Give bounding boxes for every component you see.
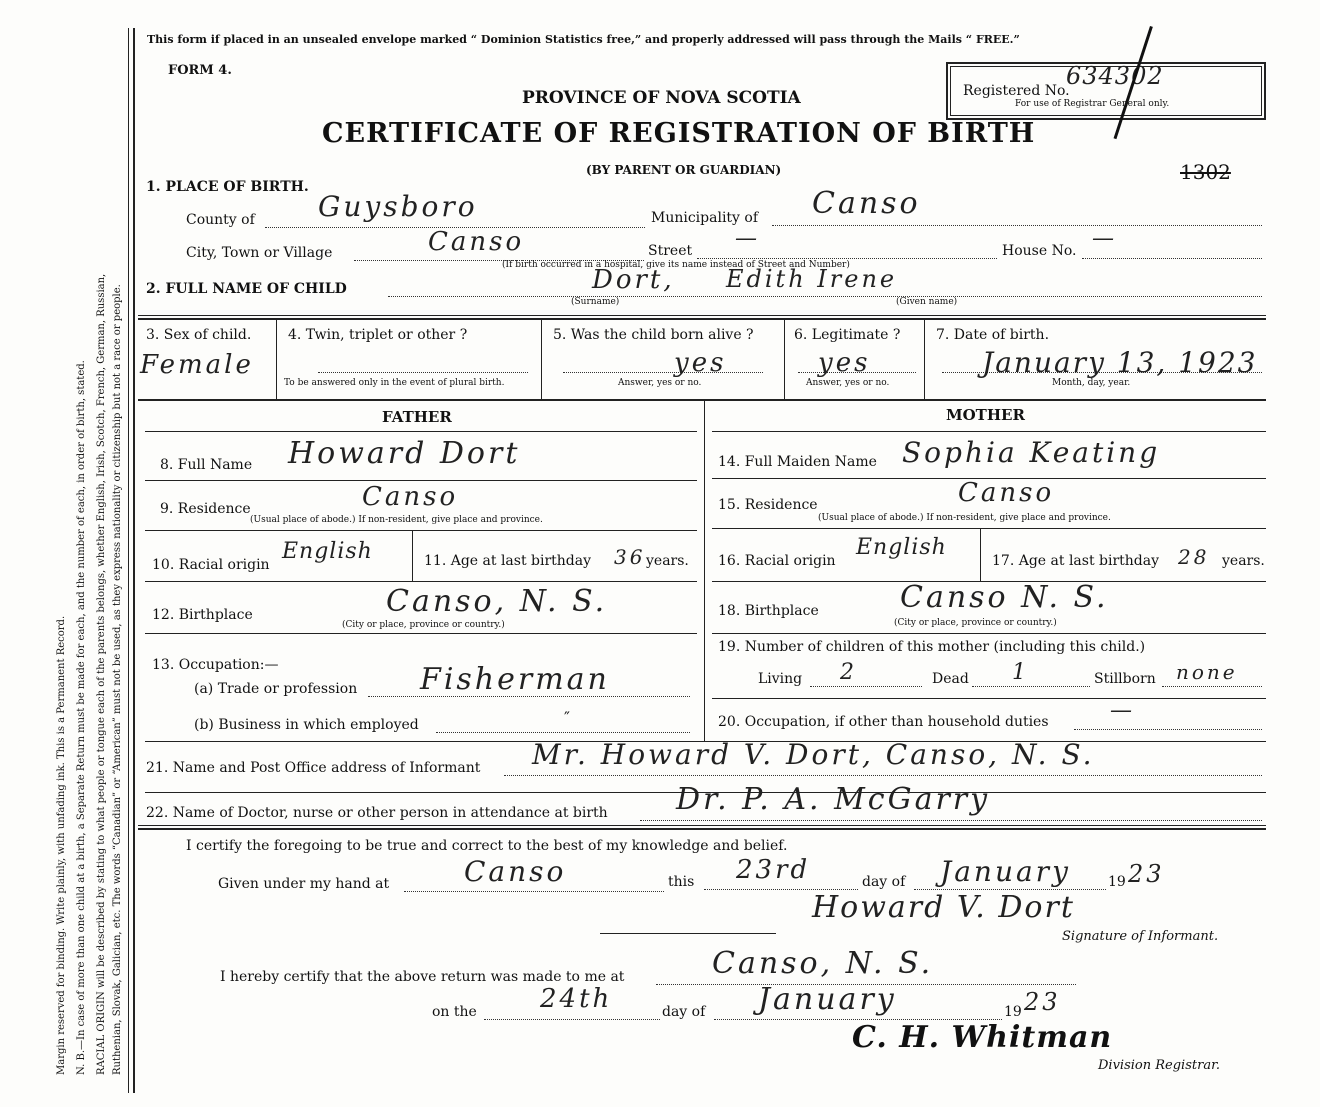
mother-birthplace-value: Canso N. S. xyxy=(900,580,1109,615)
mother-occupation-label: 20. Occupation, if other than household duties xyxy=(718,714,1049,730)
dob-note: Month, day, year. xyxy=(1052,378,1131,388)
twin-label: 4. Twin, triplet or other ? xyxy=(288,327,468,343)
twin-note: To be answered only in the event of plural birth. xyxy=(284,378,505,388)
trade-value: Fisherman xyxy=(420,662,610,697)
informant-value: Mr. Howard V. Dort, Canso, N. S. xyxy=(532,738,1095,771)
mother-age-label: 17. Age at last birthday xyxy=(992,553,1160,569)
informant-label: 21. Name and Post Office address of Informant xyxy=(146,760,481,776)
registrar-text: I hereby certify that the above return was made to me at xyxy=(220,969,625,985)
mother-name-value: Sophia Keating xyxy=(902,436,1161,469)
mother-age-value: 28 xyxy=(1178,545,1210,569)
page-title: CERTIFICATE OF REGISTRATION OF BIRTH xyxy=(322,118,1036,149)
street-value: — xyxy=(735,226,760,251)
province-heading: PROVINCE OF NOVA SCOTIA xyxy=(522,88,801,108)
given-caption: (Given name) xyxy=(896,297,958,307)
form-number: FORM 4. xyxy=(168,63,232,78)
legit-label: 6. Legitimate ? xyxy=(794,327,901,343)
trade-label: (a) Trade or profession xyxy=(194,681,358,697)
father-heading: FATHER xyxy=(382,408,452,426)
father-occupation-label: 13. Occupation:— xyxy=(152,657,279,673)
father-birthplace-note: (City or place, province or country.) xyxy=(342,620,505,630)
signature-caption: Signature of Informant. xyxy=(1062,929,1219,944)
registrar-day: 24th xyxy=(540,984,613,1014)
margin-note-nb: N. B.—In case of more than one child at a birth, a Separate Return must be made for each, and the number of each, in order of birth, stated. xyxy=(76,360,87,1075)
county-value: Guysboro xyxy=(318,190,478,223)
father-residence-value: Canso xyxy=(362,482,459,512)
father-birthplace-label: 12. Birthplace xyxy=(152,607,253,623)
mother-racial-value: English xyxy=(856,535,947,560)
given-place: Canso xyxy=(464,855,567,888)
given-month: January xyxy=(940,855,1071,888)
street-label: Street xyxy=(648,243,693,259)
day-of-label: day of xyxy=(862,874,906,890)
father-age-value: 36 xyxy=(614,545,646,569)
mother-residence-label: 15. Residence xyxy=(718,497,818,513)
this-label: this xyxy=(668,874,695,890)
registrar-signature: C. H. Whitman xyxy=(852,1020,1113,1055)
corner-number: 1302 xyxy=(1180,160,1231,184)
city-value: Canso xyxy=(428,227,525,257)
father-years: years. xyxy=(646,553,689,569)
alive-label: 5. Was the child born alive ? xyxy=(553,327,754,343)
registrar-caption: Division Registrar. xyxy=(1098,1058,1220,1073)
mother-birthplace-note: (City or place, province or country.) xyxy=(894,618,1057,628)
dead-value: 1 xyxy=(1012,660,1029,685)
county-label: County of xyxy=(186,212,255,228)
registrar-month: January xyxy=(758,982,897,1017)
sex-label: 3. Sex of child. xyxy=(146,327,252,343)
margin-rule-2 xyxy=(133,28,135,1093)
alive-value: yes xyxy=(674,348,727,378)
father-racial-label: 10. Racial origin xyxy=(152,557,270,573)
legit-value: yes xyxy=(818,348,871,378)
page-subtitle: (BY PARENT OR GUARDIAN) xyxy=(586,163,782,177)
living-value: 2 xyxy=(840,660,857,685)
year-prefix: 19 xyxy=(1108,874,1126,890)
given-day: 23rd xyxy=(736,855,811,885)
business-value: ″ xyxy=(564,708,570,727)
dob-label: 7. Date of birth. xyxy=(936,327,1050,343)
registrar-year: 23 xyxy=(1024,988,1061,1016)
mother-heading: MOTHER xyxy=(946,406,1025,424)
children-label: 19. Number of children of this mother (including this child.) xyxy=(718,639,1146,655)
reg-year-prefix: 19 xyxy=(1004,1004,1022,1020)
registrar-note: For use of Registrar General only. xyxy=(1015,99,1170,109)
margin-note-binding: Margin reserved for binding. Write plainly, with unfading ink. This is a Permanent Record. xyxy=(56,615,67,1075)
dead-label: Dead xyxy=(932,671,969,687)
given-label: Given under my hand at xyxy=(218,876,390,892)
hospital-note: (If birth occurred in a hospital, give its name instead of Street and Number) xyxy=(502,260,850,270)
alive-note: Answer, yes or no. xyxy=(618,378,702,388)
father-residence-label: 9. Residence xyxy=(160,501,251,517)
mother-abode-note: (Usual place of abode.) If non-resident, give place and province. xyxy=(818,513,1111,523)
child-given-names: Edith Irene xyxy=(726,265,898,293)
mother-birthplace-label: 18. Birthplace xyxy=(718,603,819,619)
father-age-label: 11. Age at last birthday xyxy=(424,553,592,569)
municipality-value: Canso xyxy=(812,186,921,221)
dob-value: January 13, 1923 xyxy=(982,346,1258,379)
child-name-label: 2. FULL NAME OF CHILD xyxy=(146,281,347,297)
registered-label: Registered No. xyxy=(963,83,1070,99)
mother-years: years. xyxy=(1222,553,1265,569)
registrar-place: Canso, N. S. xyxy=(712,946,934,981)
business-label: (b) Business in which employed xyxy=(194,717,419,733)
mother-occupation-value: — xyxy=(1110,698,1135,723)
reg-day-of-label: day of xyxy=(662,1004,706,1020)
sex-value: Female xyxy=(140,350,254,380)
doctor-label: 22. Name of Doctor, nurse or other person in attendance at birth xyxy=(146,805,608,821)
place-of-birth-label: 1. PLACE OF BIRTH. xyxy=(146,179,309,195)
house-label: House No. xyxy=(1002,243,1077,259)
registered-number: 634302 xyxy=(1066,62,1164,90)
given-year: 23 xyxy=(1128,860,1165,888)
child-surname: Dort, xyxy=(592,265,675,295)
margin-note-racial-2: Ruthenian, Slovak, Galician, etc. The words “Canadian” or “American” must not be used, as they express nationality or citizenship but not a race or people. xyxy=(112,284,123,1075)
father-abode-note: (Usual place of abode.) If non-resident, give place and province. xyxy=(250,515,543,525)
father-racial-value: English xyxy=(282,539,373,564)
certify-text: I certify the foregoing to be true and correct to the best of my knowledge and belief. xyxy=(186,838,788,854)
surname-caption: (Surname) xyxy=(571,297,620,307)
mother-racial-label: 16. Racial origin xyxy=(718,553,836,569)
stillborn-value: none xyxy=(1176,660,1238,684)
father-name-value: Howard Dort xyxy=(288,436,521,471)
margin-note-racial: RACIAL ORIGIN will be described by stating to what people or tongue each of the parents belongs, whether English, Irish, Scotch, French, German, Russian, xyxy=(96,273,107,1075)
city-label: City, Town or Village xyxy=(186,245,333,261)
margin-rule-1 xyxy=(128,28,129,1093)
stillborn-label: Stillborn xyxy=(1094,671,1156,687)
mother-residence-value: Canso xyxy=(958,478,1055,508)
municipality-label: Municipality of xyxy=(651,210,759,226)
informant-signature: Howard V. Dort xyxy=(812,890,1075,925)
mother-name-label: 14. Full Maiden Name xyxy=(718,454,877,470)
house-value: — xyxy=(1092,226,1117,251)
doctor-value: Dr. P. A. McGarry xyxy=(676,782,991,817)
father-birthplace-value: Canso, N. S. xyxy=(386,584,608,619)
on-the-label: on the xyxy=(432,1004,477,1020)
father-name-label: 8. Full Name xyxy=(160,457,253,473)
mail-notice: This form if placed in an unsealed envelope marked “ Dominion Statistics free,” and properly addressed will pass through the Mails “ FREE.” xyxy=(147,33,1020,46)
legit-note: Answer, yes or no. xyxy=(806,378,890,388)
living-label: Living xyxy=(758,671,803,687)
